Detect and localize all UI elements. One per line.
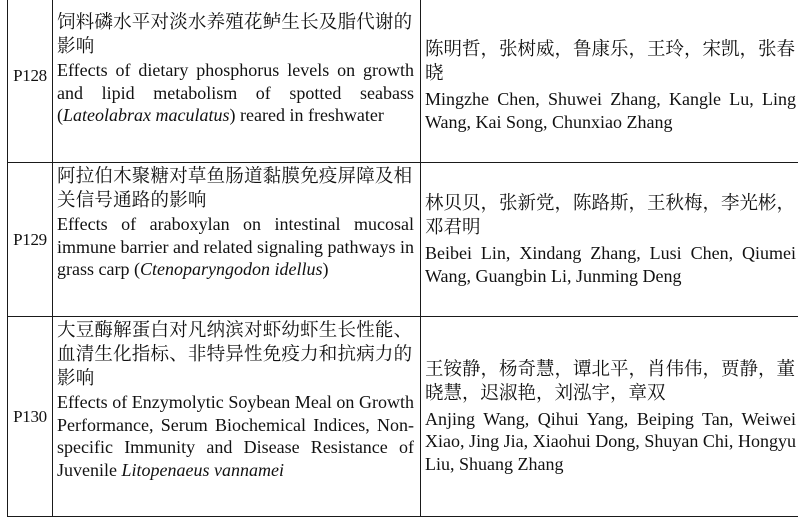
poster-programme-table xyxy=(7,0,798,517)
table-row xyxy=(8,163,798,317)
authors-cell xyxy=(421,317,798,517)
title-chinese: 饲料磷水平对淡水养殖花鲈生长及脂代谢的影响 xyxy=(57,12,413,57)
title-cell xyxy=(53,317,421,517)
title-english xyxy=(57,391,414,481)
title-english xyxy=(57,59,414,127)
authors-chinese: 林贝贝，张新党，陈路斯，王秋梅，李光彬，邓君明 xyxy=(425,193,796,238)
title-english-text-end: ) reared in freshwater xyxy=(229,105,384,125)
table-row xyxy=(8,0,798,163)
title-english xyxy=(57,213,414,281)
authors-english: Beibei Lin, Xindang Zhang, Lusi Chen, Qiumei Wang, Guangbin Li, Junming Deng xyxy=(425,243,796,286)
title-chinese: 大豆酶解蛋白对凡纳滨对虾幼虾生长性能、血清生化指标、非特异性免疫力和抗病力的影响 xyxy=(57,320,413,389)
title-english-text: Effects of Enzymolytic Soybean Meal on Growth Performance, Serum Biochemical Indices, Non-specific Immunity and Disease Resistance of Juvenile xyxy=(57,392,414,480)
title-cell xyxy=(53,0,421,163)
species-name: Ctenoparyngodon idellus xyxy=(139,259,323,279)
authors-english: Anjing Wang, Qihui Yang, Beiping Tan, Weiwei Xiao, Jing Jia, Xiaohui Dong, Shuyan Chi, Hongyu Liu, Shuang Zhang xyxy=(425,408,796,474)
species-name: Lateolabrax maculatus xyxy=(63,105,230,125)
species-name: Litopenaeus vannamei xyxy=(121,459,284,480)
title-english-text: Effects of araboxylan on intestinal mucosal immune barrier and related signaling pathways in grass carp ( xyxy=(57,214,414,279)
title-english-text-end: ) xyxy=(322,259,329,279)
table-row xyxy=(8,317,798,517)
poster-code: P129 xyxy=(8,163,53,317)
authors-chinese: 王铵静，杨奇慧，谭北平，肖伟伟，贾静，董晓慧，迟淑艳，刘泓宇，章双 xyxy=(425,358,796,404)
authors-cell xyxy=(421,0,798,163)
title-english-text: Effects of dietary phosphorus levels on growth and lipid metabolism of spotted seabass ( xyxy=(57,60,414,125)
title-cell xyxy=(53,163,421,317)
authors-cell xyxy=(421,163,798,317)
poster-code: P130 xyxy=(8,317,53,517)
authors-chinese: 陈明哲，张树威，鲁康乐，王玲，宋凯，张春晓 xyxy=(425,39,796,84)
poster-code: P128 xyxy=(8,0,53,163)
title-chinese: 阿拉伯木聚糖对草鱼肠道黏膜免疫屏障及相关信号通路的影响 xyxy=(57,166,413,211)
authors-english: Mingzhe Chen, Shuwei Zhang, Kangle Lu, Ling Wang, Kai Song, Chunxiao Zhang xyxy=(425,89,796,132)
